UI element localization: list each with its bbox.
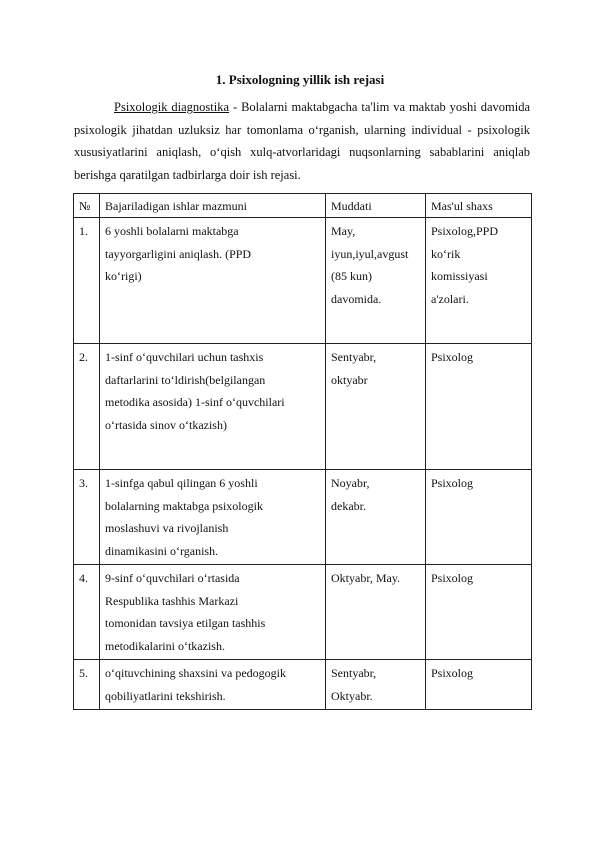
row-responsible: Psixolog,PPD ko‘rik komissiyasi a'zolari. (426, 218, 532, 344)
row-content: 1-sinfga qabul qilingan 6 yoshli bolalarning maktabga psixologik moslashuvi va rivojlanish dinamikasini o‘rganish. (100, 470, 326, 565)
intro-text: - Bolalarni maktabgacha ta'lim va maktab yoshi davomida psixologik jihatdan uzluksiz har tomonlama o‘rganish, ularning individual - psixologik xususiyatlarini aniqlash, o‘qish xulq-atvorlaridagi nuqsonlarning sabablarini aniqlab berishga qaratilgan tadbirlarga doir ish rejasi. (74, 100, 530, 182)
table-header-row (74, 194, 532, 218)
row-number: 4. (74, 565, 100, 660)
table-row (74, 565, 532, 660)
table-row (74, 470, 532, 565)
row-number: 2. (74, 344, 100, 470)
work-plan-table (73, 193, 532, 710)
row-term: May, iyun,iyul,avgust (85 kun) davomida. (326, 218, 426, 344)
row-responsible: Psixolog (426, 565, 532, 660)
row-content: 9-sinf o‘quvchilari o‘rtasida Respublika tashhis Markazi tomonidan tavsiya etilgan tashhis metodikalarini o‘tkazish. (100, 565, 326, 660)
row-responsible: Psixolog (426, 660, 532, 710)
row-term: Noyabr, dekabr. (326, 470, 426, 565)
row-term: Sentyabr, Oktyabr. (326, 660, 426, 710)
row-term: Sentyabr, oktyabr (326, 344, 426, 470)
header-term: Muddati (326, 194, 426, 218)
row-content: 6 yoshli bolalarni maktabga tayyorgarligini aniqlash. (PPD ko‘rigi) (100, 218, 326, 344)
table-row (74, 660, 532, 710)
row-content: 1-sinf o‘quvchilari uchun tashxis daftarlarini to‘ldirish(belgilangan metodika asosida) 1-sinf o‘quvchilari o‘rtasida sinov o‘tkazish) (100, 344, 326, 470)
row-number: 5. (74, 660, 100, 710)
table-row (74, 218, 532, 344)
row-content: o‘qituvchining shaxsini va pedogogik qobiliyatlarini tekshirish. (100, 660, 326, 710)
row-number: 3. (74, 470, 100, 565)
header-content: Bajariladigan ishlar mazmuni (100, 194, 326, 218)
header-number: № (74, 194, 100, 218)
row-number: 1. (74, 218, 100, 344)
row-term: Oktyabr, May. (326, 565, 426, 660)
row-responsible: Psixolog (426, 344, 532, 470)
intro-lead: Psixologik diagnostika (114, 100, 230, 114)
intro-paragraph (74, 96, 530, 186)
page-title: 1. Psixologning yillik ish rejasi (215, 72, 385, 87)
row-responsible: Psixolog (426, 470, 532, 565)
table-row (74, 344, 532, 470)
header-responsible: Mas'ul shaxs (426, 194, 532, 218)
